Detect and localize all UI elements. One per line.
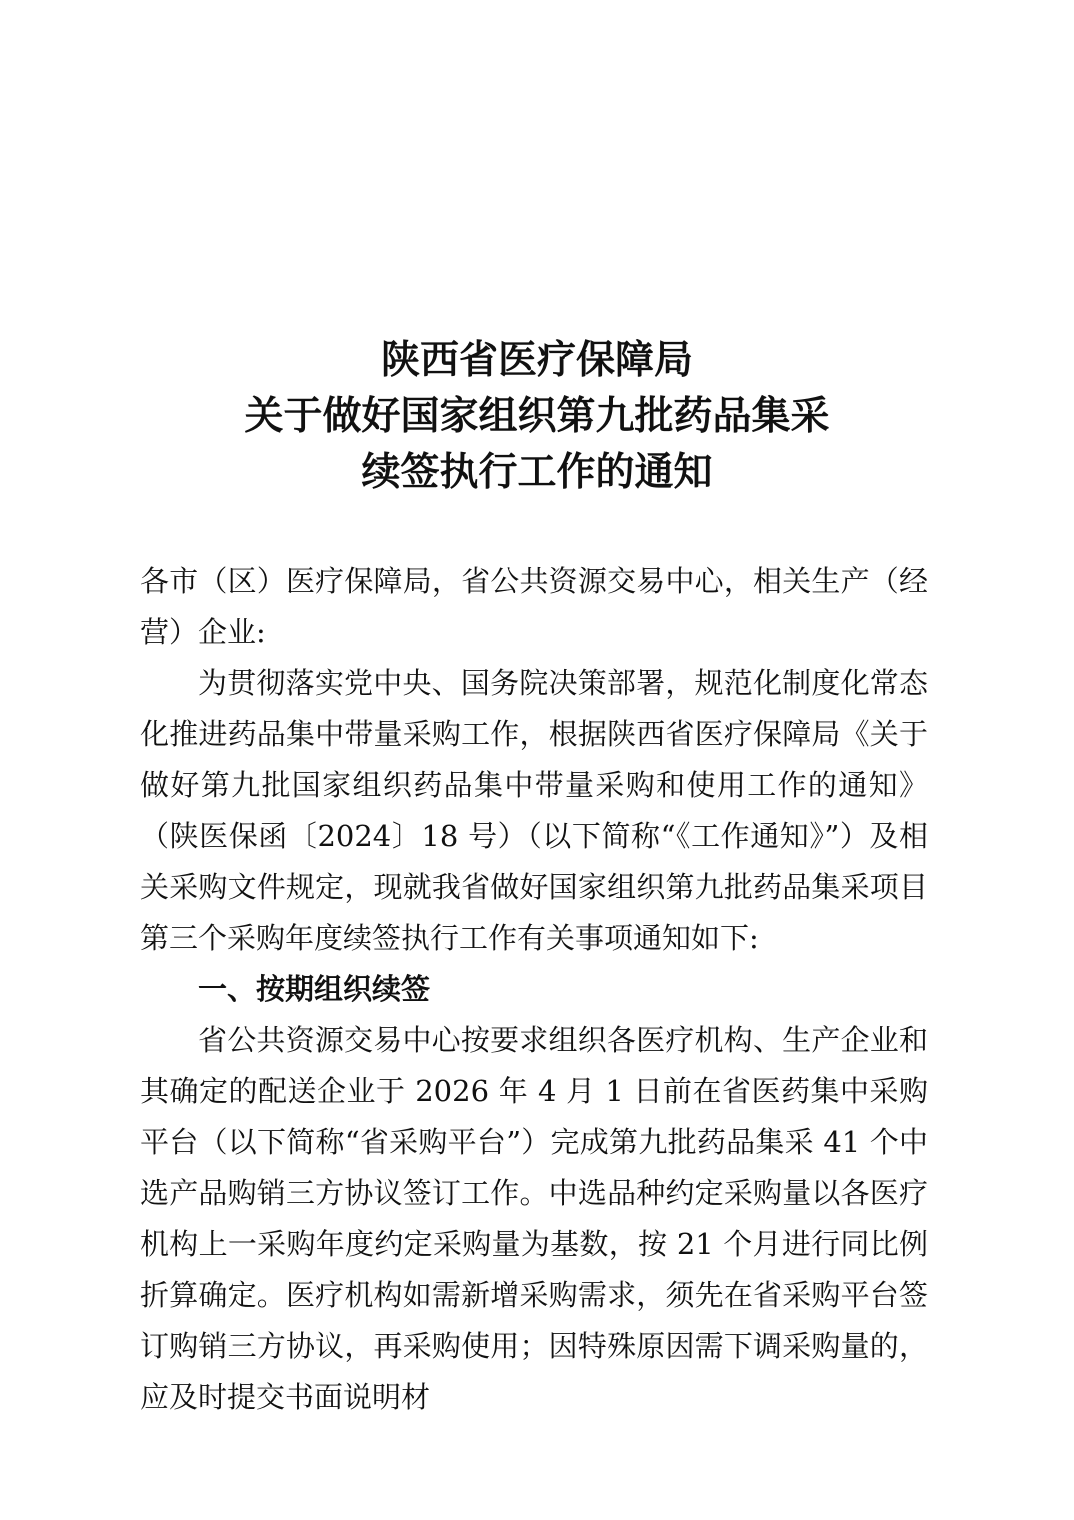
addressee: 各市（区）医疗保障局，省公共资源交易中心，相关生产（经营）企业:: [140, 564, 928, 649]
title-line-subject-end: 续签执行工作的通知: [361, 449, 713, 495]
section-1-paragraph: 省公共资源交易中心按要求组织各医疗机构、生产企业和其确定的配送企业于 2026 年 4 月 1 日前在省医药集中采购平台（以下简称“省采购平台”）完成第九批药品集采 41 个中选产品购销三方协议签订工作。中选品种约定采购量以各医疗机构上一采购年度约定采购量为基数，按 21 个月进行同比例折算确定。医疗机构如需新增采购需求，须先在省采购平台签订购销三方协议，再采购使用；因特殊原因需下调采购量的，应及时提交书面说明材: [140, 1023, 928, 1414]
document-body: [140, 556, 928, 1423]
section-heading-1: 一、按期组织续签: [198, 972, 431, 1006]
document-title: [0, 332, 1074, 500]
title-line-issuer: 陕西省医疗保障局: [380, 337, 693, 383]
title-line-subject: 关于做好国家组织第九批药品集采: [244, 393, 830, 439]
intro-paragraph: 为贯彻落实党中央、国务院决策部署，规范化制度化常态化推进药品集中带量采购工作，根据陕西省医疗保障局《关于做好第九批国家组织药品集中带量采购和使用工作的通知》（陕医保函〔2024〕18 号）（以下简称“《工作通知》”）及相关采购文件规定，现就我省做好国家组织第九批药品集采项目第三个采购年度续签执行工作有关事项通知如下:: [140, 666, 928, 955]
